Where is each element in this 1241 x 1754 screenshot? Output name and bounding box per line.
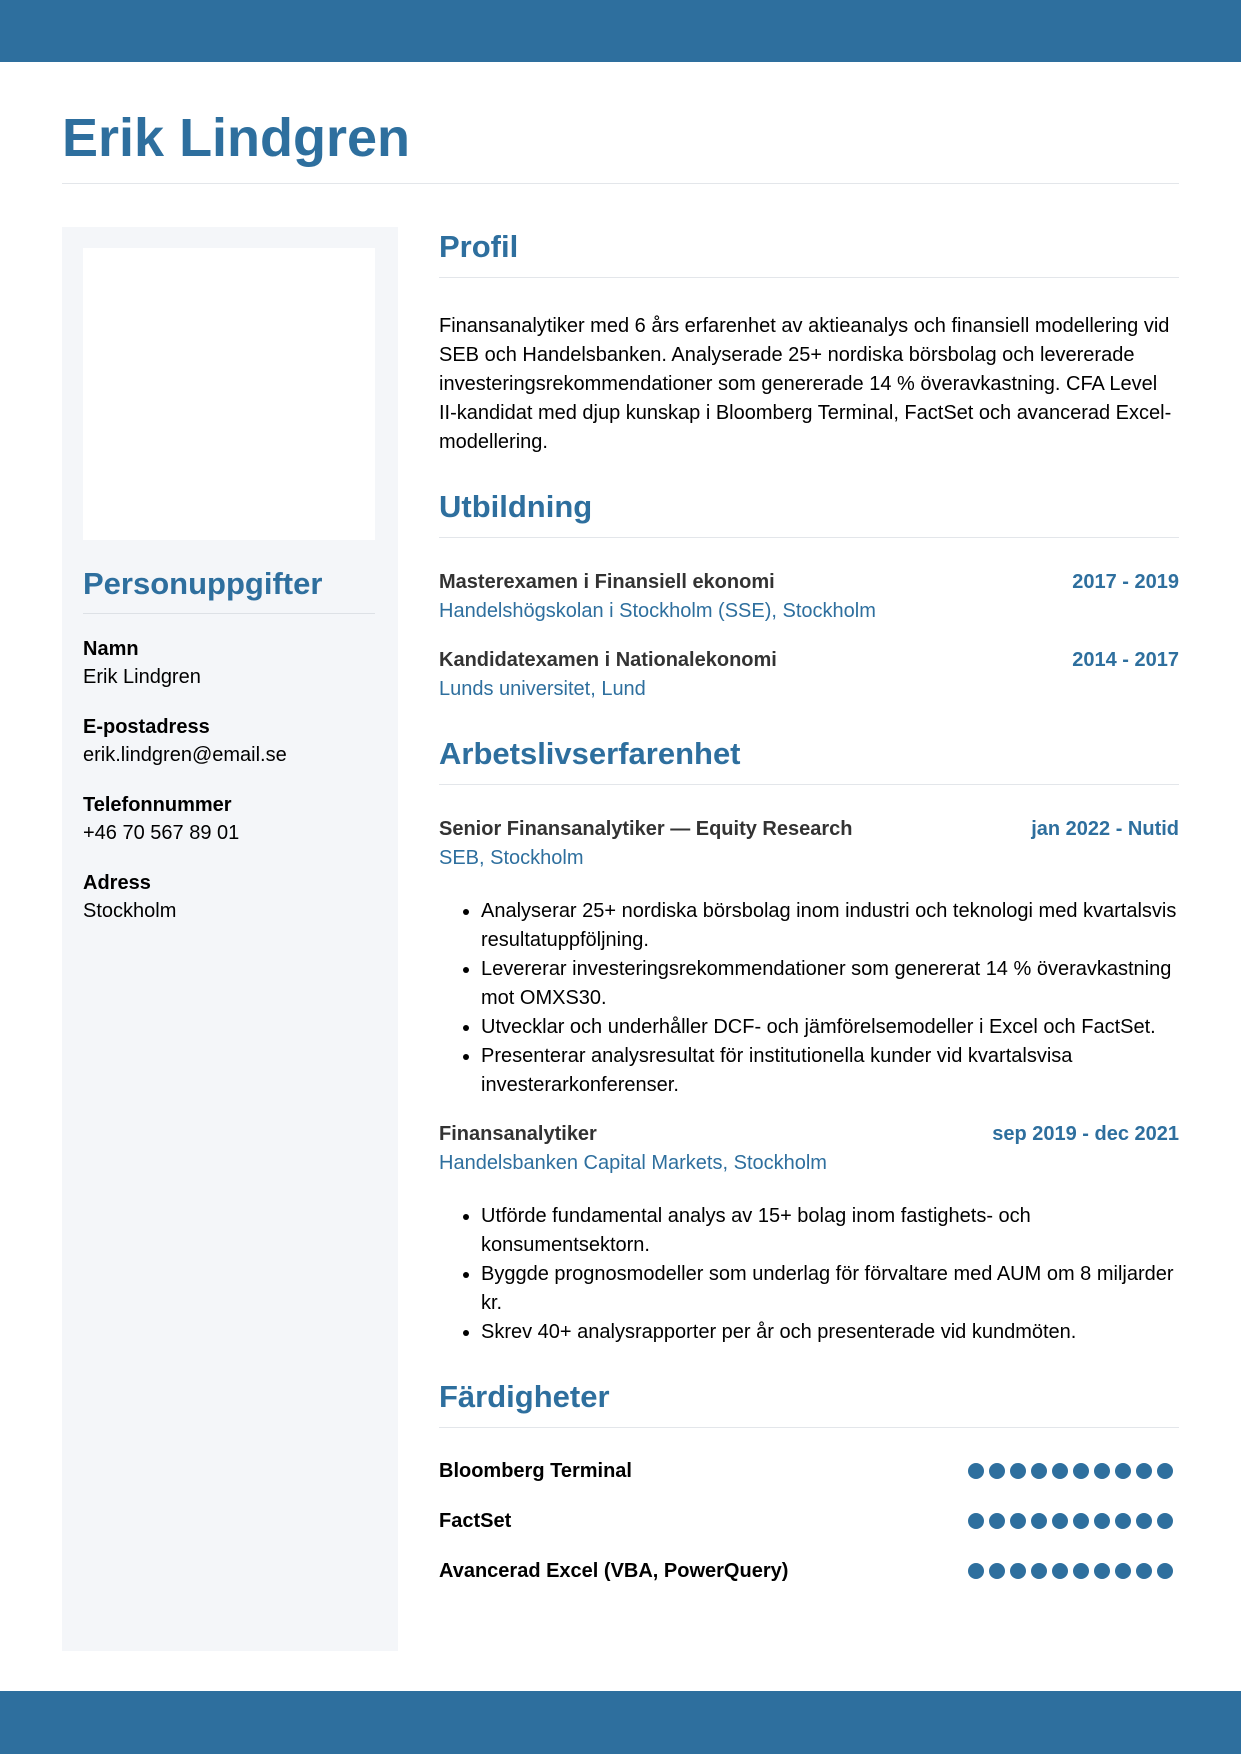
info-item-phone [83, 791, 375, 869]
skill-name: Bloomberg Terminal [439, 1459, 632, 1482]
rating-dot-icon [1094, 1563, 1110, 1579]
info-label: Namn [83, 638, 139, 660]
rating-dot-icon [1052, 1463, 1068, 1479]
rating-dot-icon [1115, 1563, 1131, 1579]
section-divider [439, 277, 1179, 278]
entry-dates: jan 2022 - Nutid [1031, 818, 1179, 840]
rating-dot-icon [1157, 1513, 1173, 1529]
rating-dot-icon [1115, 1463, 1131, 1479]
company-name: Handelsbanken Capital Markets, Stockholm [439, 1152, 827, 1174]
skill-row [439, 1496, 1179, 1546]
personal-info-heading: Personuppgifter [83, 566, 323, 601]
degree-title: Kandidatexamen i Nationalekonomi [439, 649, 777, 671]
list-item: • Utförde fundamental analys av 15+ bolag inom fastighets- och konsumentsektorn. [481, 1202, 1179, 1260]
entry-dates: 2017 - 2019 [1072, 571, 1179, 593]
list-item: • Byggde prognosmodeller som underlag för förvaltare med AUM om 8 miljarder kr. [481, 1260, 1179, 1318]
school-name: Lunds universitet, Lund [439, 678, 646, 700]
job-entry [439, 1120, 1179, 1347]
skill-rating [968, 1513, 1173, 1529]
education-entry [439, 568, 1179, 626]
skill-row [439, 1546, 1179, 1596]
rating-dot-icon [1052, 1513, 1068, 1529]
info-label: Adress [83, 872, 151, 894]
rating-dot-icon [1031, 1563, 1047, 1579]
rating-dot-icon [1031, 1463, 1047, 1479]
rating-dot-icon [1136, 1463, 1152, 1479]
rating-dot-icon [1010, 1563, 1026, 1579]
info-item-name [83, 635, 375, 713]
rating-dot-icon [968, 1513, 984, 1529]
section-title: Profil [439, 229, 519, 264]
profile-summary: Finansanalytiker med 6 års erfarenhet av aktieanalys och finansiell modellering vid SEB och Handelsbanken. Analyserade 25+ nordiska börsbolag och levererade investeringsrekommendationer som genererade 14 % överavkastning. CFA Level II-kandidat med djup kunskap i Bloomberg Terminal, FactSet och avancerad Excel-modellering. [439, 315, 1172, 453]
info-value: +46 70 567 89 01 [83, 822, 240, 844]
skills-section [439, 1377, 1179, 1596]
entry-dates: 2014 - 2017 [1072, 649, 1179, 671]
section-title: Utbildning [439, 489, 593, 524]
rating-dot-icon [1157, 1463, 1173, 1479]
bottom-banner [0, 1691, 1241, 1754]
list-item: • Presenterar analysresultat för institutionella kunder vid kvartalsvisa investerarkonferenser. [481, 1042, 1179, 1100]
section-divider [439, 537, 1179, 538]
info-label: Telefonnummer [83, 794, 232, 816]
rating-dot-icon [1010, 1513, 1026, 1529]
rating-dot-icon [1094, 1513, 1110, 1529]
rating-dot-icon [1073, 1513, 1089, 1529]
rating-dot-icon [1031, 1513, 1047, 1529]
list-item: • Analyserar 25+ nordiska börsbolag inom industri och teknologi med kvartalsvis resultatuppföljning. [481, 897, 1179, 955]
school-name: Handelshögskolan i Stockholm (SSE), Stockholm [439, 600, 876, 622]
job-role: Finansanalytiker [439, 1123, 597, 1145]
info-value: Stockholm [83, 900, 177, 922]
personal-info-divider [83, 613, 375, 614]
skill-rating [968, 1463, 1173, 1479]
section-title: Färdigheter [439, 1379, 610, 1414]
info-value: Erik Lindgren [83, 666, 201, 688]
education-entry [439, 646, 1179, 704]
personal-info-sidebar [62, 227, 398, 1651]
skill-name: Avancerad Excel (VBA, PowerQuery) [439, 1559, 789, 1582]
rating-dot-icon [968, 1563, 984, 1579]
list-item: • Utvecklar och underhåller DCF- och jämförelsemodeller i Excel och FactSet. [481, 1013, 1179, 1042]
rating-dot-icon [1052, 1563, 1068, 1579]
entry-dates: sep 2019 - dec 2021 [992, 1123, 1179, 1145]
main-content [439, 227, 1179, 1596]
info-value: erik.lindgren@email.se [83, 744, 287, 766]
rating-dot-icon [1136, 1513, 1152, 1529]
experience-section [439, 734, 1179, 1347]
skill-rating [968, 1563, 1173, 1579]
education-section [439, 487, 1179, 704]
skill-name: FactSet [439, 1509, 512, 1532]
section-title: Arbetslivserfarenhet [439, 736, 741, 771]
rating-dot-icon [1073, 1563, 1089, 1579]
profile-section [439, 227, 1179, 457]
job-bullets [439, 1202, 1179, 1347]
rating-dot-icon [1073, 1463, 1089, 1479]
rating-dot-icon [1157, 1563, 1173, 1579]
job-bullets [439, 897, 1179, 1100]
job-entry [439, 815, 1179, 1100]
rating-dot-icon [1094, 1463, 1110, 1479]
personal-info-list [83, 635, 375, 947]
info-item-email [83, 713, 375, 791]
section-divider [439, 1427, 1179, 1428]
job-role: Senior Finansanalytiker — Equity Research [439, 818, 853, 840]
rating-dot-icon [989, 1513, 1005, 1529]
skills-list [439, 1446, 1179, 1596]
list-item: • Levererar investeringsrekommendationer som genererat 14 % överavkastning mot OMXS30. [481, 955, 1179, 1013]
rating-dot-icon [989, 1463, 1005, 1479]
rating-dot-icon [989, 1563, 1005, 1579]
rating-dot-icon [1136, 1563, 1152, 1579]
candidate-name: Erik Lindgren [62, 108, 411, 168]
top-banner [0, 0, 1241, 62]
rating-dot-icon [968, 1463, 984, 1479]
profile-photo-placeholder [83, 248, 375, 540]
info-item-address [83, 869, 375, 947]
rating-dot-icon [1010, 1463, 1026, 1479]
skill-row [439, 1446, 1179, 1496]
section-divider [439, 784, 1179, 785]
info-label: E-postadress [83, 716, 210, 738]
list-item: • Skrev 40+ analysrapporter per år och presenterade vid kundmöten. [481, 1318, 1179, 1347]
company-name: SEB, Stockholm [439, 847, 584, 869]
rating-dot-icon [1115, 1513, 1131, 1529]
degree-title: Masterexamen i Finansiell ekonomi [439, 571, 775, 593]
header-divider [62, 183, 1179, 184]
